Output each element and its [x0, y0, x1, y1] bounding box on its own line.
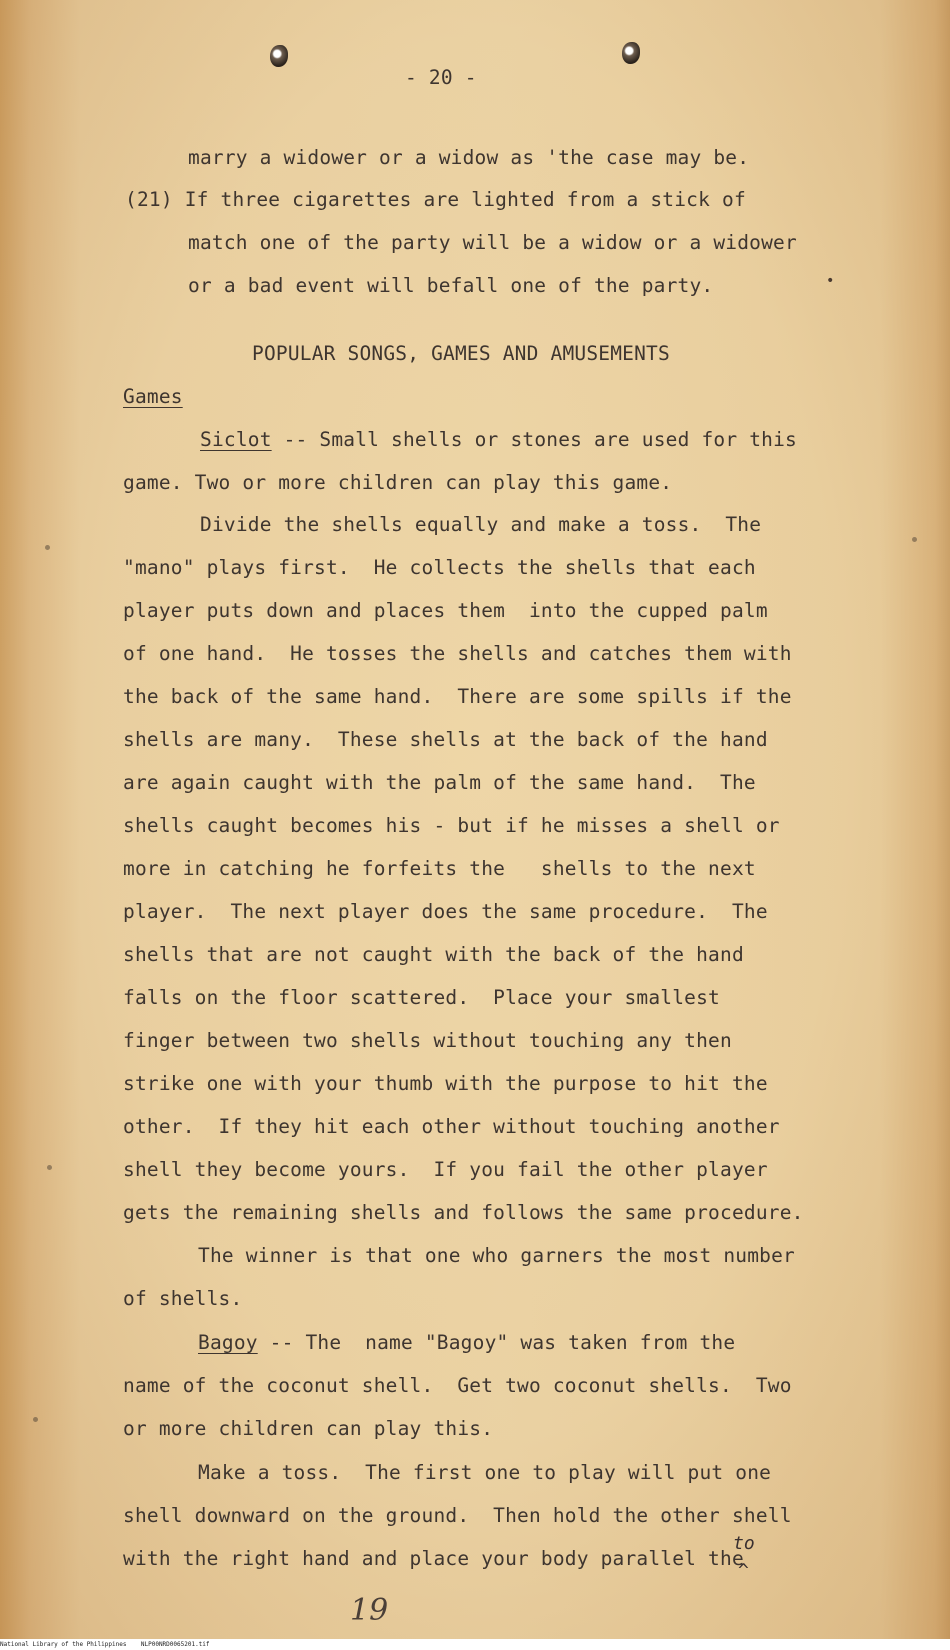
text-line: falls on the floor scattered. Place your smallest: [123, 986, 720, 1009]
handwritten-folio-number: 19: [350, 1593, 389, 1628]
subheading-games: Games: [123, 385, 183, 408]
punch-hole-right: [622, 42, 640, 64]
text-line: match one of the party will be a widow or a widower: [188, 231, 797, 254]
page-number: - 20 -: [405, 66, 477, 89]
text-line: shell they become yours. If you fail the other player: [123, 1158, 768, 1181]
text-line: are again caught with the palm of the same hand. The: [123, 771, 756, 794]
text-line: strike one with your thumb with the purpose to hit the: [123, 1072, 768, 1095]
text-line: of shells.: [123, 1287, 243, 1310]
text-line: Make a toss. The first one to play will put one: [198, 1461, 772, 1484]
text-line: Divide the shells equally and make a toss. The: [200, 513, 762, 536]
section-heading: POPULAR SONGS, GAMES AND AMUSEMENTS: [252, 342, 670, 365]
text-line: name of the coconut shell. Get two coconut shells. Two: [123, 1374, 792, 1397]
text-line: shells caught becomes his - but if he misses a shell or: [123, 814, 780, 837]
text-line: player. The next player does the same procedure. The: [123, 900, 768, 923]
text-line: shells are many. These shells at the back of the hand: [123, 728, 768, 751]
insertion-caret: ^: [738, 1560, 749, 1581]
paper-speck: [33, 1417, 38, 1422]
paper-speck: [912, 537, 917, 542]
text-line: game. Two or more children can play this game.: [123, 471, 673, 494]
text-line: player puts down and places them into the cupped palm: [123, 599, 768, 622]
text-line: shell downward on the ground. Then hold the other shell: [123, 1504, 792, 1527]
text-line: the back of the same hand. There are some spills if the: [123, 685, 792, 708]
text-line: or more children can play this.: [123, 1417, 494, 1440]
text-line: [198, 1333, 735, 1353]
text-line: more in catching he forfeits the shells to the next: [123, 857, 756, 880]
text-line: (21) If three cigarettes are lighted from a stick of: [125, 188, 746, 211]
text-line: marry a widower or a widow as 'the case may be.: [188, 146, 750, 169]
text-line: The winner is that one who garners the most number: [198, 1244, 795, 1267]
text-line: shells that are not caught with the back of the hand: [123, 943, 744, 966]
term-siclot-definition: -- Small shells or stones are used for this: [271, 428, 798, 451]
term-siclot: Siclot: [200, 428, 272, 451]
text-line: finger between two shells without touching any then: [123, 1029, 732, 1052]
handwritten-insertion: to: [733, 1533, 755, 1554]
punch-hole-left: [270, 45, 288, 67]
text-line: "mano" plays first. He collects the shells that each: [123, 556, 756, 579]
text-line: or a bad event will befall one of the party.: [188, 274, 714, 297]
term-bagoy-definition: -- The name "Bagoy" was taken from the: [257, 1331, 736, 1354]
text-line: [200, 430, 797, 450]
text-line: other. If they hit each other without touching another: [123, 1115, 780, 1138]
paper-speck: [45, 545, 50, 550]
text-line: gets the remaining shells and follows the same procedure.: [123, 1201, 804, 1224]
term-bagoy: Bagoy: [198, 1331, 258, 1354]
paper-speck: [47, 1165, 52, 1170]
archive-footer: National Library of the Philippines NLP00NRD0065201.tif: [0, 1639, 950, 1650]
margin-mark: •: [826, 273, 835, 289]
text-line: with the right hand and place your body parallel the: [123, 1547, 744, 1570]
text-line: of one hand. He tosses the shells and catches them with: [123, 642, 792, 665]
